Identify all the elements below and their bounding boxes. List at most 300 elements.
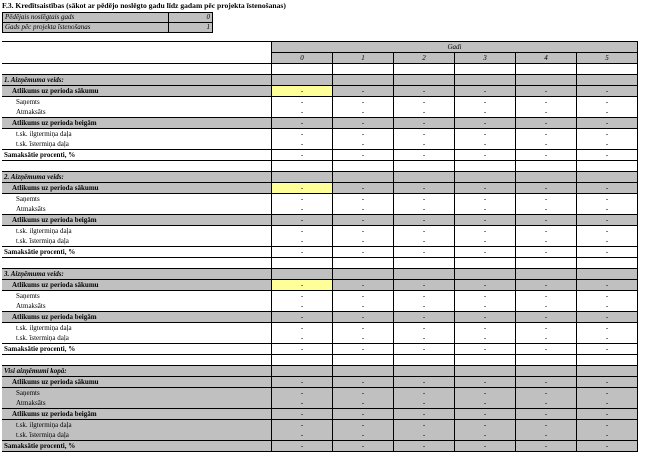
spacer-row [2,258,638,269]
empty-cell [394,269,455,280]
row-label: Saņemts [16,195,40,203]
value-cell-year-4[interactable]: - [516,420,577,431]
empty-cell [516,258,577,269]
value-cell-year-0[interactable]: - [272,420,333,431]
row-received [2,194,638,205]
value-cell-year-5[interactable]: - [577,183,638,194]
value-cell-year-4[interactable]: - [516,291,577,302]
empty-cell [272,366,333,377]
spacer-row [2,355,638,366]
empty-cell [272,269,333,280]
header-row-years [2,53,638,64]
row-repaid [2,398,638,409]
value-cell-year-3[interactable]: - [455,194,516,205]
value-cell-year-0[interactable]: - [272,139,333,150]
value-cell-year-5[interactable]: - [577,226,638,237]
value-cell-year-0[interactable]: - [272,291,333,302]
value-cell-year-1[interactable]: - [333,398,394,409]
value-cell-year-2[interactable]: - [394,204,455,215]
row-interest [2,441,638,452]
row-label: t.sk. ilgtermiņa daļa [16,130,72,138]
empty-cell [2,161,272,172]
row-label: Atmaksāts [2,398,272,409]
value-cell-year-4[interactable]: - [516,194,577,205]
value-cell-year-2[interactable]: - [394,280,455,291]
row-received [2,388,638,399]
row-repaid [2,204,638,215]
row-received [2,291,638,302]
value-cell-year-2[interactable]: - [394,97,455,108]
value-cell-year-1[interactable]: - [333,291,394,302]
value-cell-year-4[interactable]: - [516,312,577,323]
year-header: 5 [577,53,638,64]
value-cell-year-2[interactable]: - [394,226,455,237]
row-label: Atlikums uz perioda beigām [2,409,272,420]
value-cell-year-2[interactable]: - [394,441,455,452]
value-cell-year-4[interactable]: - [516,430,577,441]
value-cell-year-5[interactable]: - [577,215,638,226]
value-cell-year-1[interactable]: - [333,430,394,441]
value-cell-year-1[interactable]: - [333,312,394,323]
value-cell-year-1[interactable]: - [333,97,394,108]
value-cell-year-0[interactable]: - [272,86,333,97]
value-cell-year-5[interactable]: - [577,398,638,409]
value-cell-year-3[interactable]: - [455,183,516,194]
row-label: Atlikums uz perioda beigām [2,118,272,129]
value-cell-year-2[interactable]: - [394,183,455,194]
value-cell-year-0[interactable]: - [272,107,333,118]
value-cell-year-1[interactable]: - [333,247,394,258]
value-cell-year-2[interactable]: - [394,215,455,226]
value-cell-year-4[interactable]: - [516,409,577,420]
value-cell-year-5[interactable]: - [577,312,638,323]
value-cell-year-2[interactable]: - [394,333,455,344]
value-cell-year-1[interactable]: - [333,323,394,334]
empty-cell [333,355,394,366]
row-long-term [2,323,638,334]
year-header: 1 [333,53,394,64]
value-cell-year-3[interactable]: - [455,86,516,97]
row-label: t.sk. īstermiņa daļa [2,333,272,344]
value-cell-year-5[interactable]: - [577,129,638,140]
row-label: Atlikums uz perioda beigām [2,312,272,323]
value-cell-year-4[interactable]: - [516,150,577,161]
row-label: 1. Aizņēmuma veids: [2,75,272,86]
row-label: Samaksātie procenti, % [2,441,272,452]
row-repaid [2,301,638,312]
value-cell-year-2[interactable]: - [394,430,455,441]
empty-cell [333,161,394,172]
header-row-gadi [2,42,638,53]
value-cell-year-1[interactable]: - [333,194,394,205]
empty-cell [394,172,455,183]
empty-cell [333,366,394,377]
empty-cell [2,355,272,366]
empty-cell [577,269,638,280]
empty-cell [455,172,516,183]
empty-cell [272,258,333,269]
value-cell-year-5[interactable]: - [577,236,638,247]
empty-cell [272,355,333,366]
value-cell-year-4[interactable]: - [516,344,577,355]
row-label: Visi aizņēmumi kopā: [2,366,272,377]
empty-cell [577,355,638,366]
empty-cell [333,172,394,183]
empty-cell [333,75,394,86]
row-start-balance [2,280,638,291]
info-value[interactable]: 0 [169,13,213,23]
value-cell-year-2[interactable]: - [394,194,455,205]
empty-cell [577,64,638,75]
value-cell-year-3[interactable]: - [455,333,516,344]
empty-cell [455,161,516,172]
value-cell-year-0[interactable]: - [272,377,333,388]
value-cell-year-0[interactable]: - [272,236,333,247]
row-label: Atmaksāts [2,301,272,312]
row-repaid [2,107,638,118]
value-cell-year-0[interactable]: - [272,194,333,205]
row-label: Saņemts [16,98,40,106]
empty-cell [2,42,272,53]
empty-cell [455,269,516,280]
section-header [2,172,638,183]
value-cell-year-4[interactable]: - [516,333,577,344]
value-cell-year-4[interactable]: - [516,97,577,108]
row-short-term [2,139,638,150]
value-cell-year-5[interactable]: - [577,323,638,334]
value-cell-year-2[interactable]: - [394,344,455,355]
value-cell-year-3[interactable]: - [455,215,516,226]
value-cell-year-1[interactable]: - [333,301,394,312]
value-cell-year-2[interactable]: - [394,118,455,129]
value-cell-year-5[interactable]: - [577,247,638,258]
value-cell-year-0[interactable]: - [272,388,333,399]
value-cell-year-5[interactable]: - [577,194,638,205]
credit-table-body [2,42,638,452]
value-cell-year-3[interactable]: - [455,129,516,140]
value-cell-year-1[interactable]: - [333,280,394,291]
value-cell-year-3[interactable]: - [455,398,516,409]
value-cell-year-3[interactable]: - [455,118,516,129]
value-cell-year-0[interactable]: - [272,280,333,291]
value-cell-year-2[interactable]: - [394,398,455,409]
empty-cell [455,258,516,269]
value-cell-year-2[interactable]: - [394,377,455,388]
value-cell-year-4[interactable]: - [516,118,577,129]
empty-cell [577,258,638,269]
value-cell-year-0[interactable]: - [272,344,333,355]
info-table [2,12,213,33]
value-cell-year-3[interactable]: - [455,97,516,108]
value-cell-year-0[interactable]: - [272,150,333,161]
gadi-header: Gadi [272,42,638,53]
empty-cell [516,64,577,75]
value-cell-year-2[interactable]: - [394,150,455,161]
value-cell-year-3[interactable]: - [455,441,516,452]
value-cell-year-5[interactable]: - [577,420,638,431]
value-cell-year-3[interactable]: - [455,236,516,247]
year-header: 3 [455,53,516,64]
empty-cell [577,75,638,86]
value-cell-year-2[interactable]: - [394,291,455,302]
value-cell-year-0[interactable]: - [272,409,333,420]
row-label: t.sk. īstermiņa daļa [2,139,272,150]
value-cell-year-5[interactable]: - [577,86,638,97]
section-header [2,269,638,280]
value-cell-year-1[interactable]: - [333,204,394,215]
value-cell-year-0[interactable]: - [272,323,333,334]
empty-cell [455,64,516,75]
value-cell-year-1[interactable]: - [333,236,394,247]
value-cell-year-0[interactable]: - [272,398,333,409]
row-label: Saņemts [16,292,40,300]
value-cell-year-1[interactable]: - [333,420,394,431]
info-row-last-year [3,13,213,23]
value-cell-year-1[interactable]: - [333,139,394,150]
row-label: t.sk. ilgtermiņa daļa [16,324,72,332]
empty-cell [455,366,516,377]
row-label: t.sk. ilgtermiņa daļa [2,420,272,431]
value-cell-year-1[interactable]: - [333,129,394,140]
value-cell-year-3[interactable]: - [455,280,516,291]
value-cell-year-3[interactable]: - [455,388,516,399]
value-cell-year-4[interactable]: - [516,129,577,140]
empty-cell [394,75,455,86]
row-interest [2,344,638,355]
year-header: 4 [516,53,577,64]
value-cell-year-1[interactable]: - [333,226,394,237]
value-cell-year-4[interactable]: - [516,86,577,97]
row-end-balance [2,409,638,420]
value-cell-year-4[interactable]: - [516,377,577,388]
value-cell-year-1[interactable]: - [333,377,394,388]
value-cell-year-1[interactable]: - [333,86,394,97]
value-cell-year-2[interactable]: - [394,312,455,323]
value-cell-year-4[interactable]: - [516,441,577,452]
row-label: Samaksātie procenti, % [2,247,272,258]
value-cell-year-4[interactable]: - [516,204,577,215]
value-cell-year-3[interactable]: - [455,204,516,215]
row-label: Atmaksāts [2,107,272,118]
empty-cell [516,172,577,183]
value-cell-year-2[interactable]: - [394,420,455,431]
row-label: Atmaksāts [2,204,272,215]
value-cell-year-5[interactable]: - [577,97,638,108]
value-cell-year-1[interactable]: - [333,107,394,118]
row-label: t.sk. īstermiņa daļa [2,430,272,441]
value-cell-year-0[interactable]: - [272,118,333,129]
value-cell-year-3[interactable]: - [455,291,516,302]
spacer-row [2,64,638,75]
row-label: Atlikums uz perioda sākumu [2,183,272,194]
value-cell-year-4[interactable]: - [516,247,577,258]
value-cell-year-5[interactable]: - [577,409,638,420]
row-received [2,97,638,108]
value-cell-year-2[interactable]: - [394,323,455,334]
row-label: Atlikums uz perioda beigām [2,215,272,226]
value-cell-year-0[interactable]: - [272,312,333,323]
value-cell-year-4[interactable]: - [516,236,577,247]
value-cell-year-1[interactable]: - [333,118,394,129]
row-end-balance [2,118,638,129]
row-label: Samaksātie procenti, % [2,150,272,161]
row-long-term [2,129,638,140]
row-label: Atlikums uz perioda sākumu [2,377,272,388]
empty-cell [2,53,272,64]
value-cell-year-5[interactable]: - [577,344,638,355]
empty-cell [333,269,394,280]
value-cell-year-5[interactable]: - [577,150,638,161]
value-cell-year-5[interactable]: - [577,280,638,291]
empty-cell [394,366,455,377]
row-end-balance [2,215,638,226]
empty-cell [516,355,577,366]
value-cell-year-2[interactable]: - [394,236,455,247]
value-cell-year-3[interactable]: - [455,312,516,323]
value-cell-year-1[interactable]: - [333,344,394,355]
value-cell-year-5[interactable]: - [577,388,638,399]
year-header: 2 [394,53,455,64]
value-cell-year-2[interactable]: - [394,247,455,258]
value-cell-year-2[interactable]: - [394,409,455,420]
value-cell-year-3[interactable]: - [455,107,516,118]
value-cell-year-5[interactable]: - [577,204,638,215]
empty-cell [394,161,455,172]
value-cell-year-0[interactable]: - [272,97,333,108]
value-cell-year-4[interactable]: - [516,398,577,409]
info-value[interactable]: 1 [169,23,213,33]
value-cell-year-1[interactable]: - [333,150,394,161]
value-cell-year-0[interactable]: - [272,301,333,312]
value-cell-year-5[interactable]: - [577,377,638,388]
value-cell-year-5[interactable]: - [577,291,638,302]
row-start-balance [2,377,638,388]
value-cell-year-3[interactable]: - [455,150,516,161]
info-label: Pēdējais noslēgtais gads [3,13,169,23]
row-label: 2. Aizņēmuma veids: [2,172,272,183]
value-cell-year-4[interactable]: - [516,107,577,118]
empty-cell [455,355,516,366]
value-cell-year-0[interactable]: - [272,204,333,215]
row-start-balance [2,86,638,97]
section-header [2,366,638,377]
row-long-term [2,420,638,431]
value-cell-year-3[interactable]: - [455,226,516,237]
value-cell-year-3[interactable]: - [455,323,516,334]
empty-cell [394,355,455,366]
value-cell-year-4[interactable]: - [516,388,577,399]
value-cell-year-5[interactable]: - [577,441,638,452]
value-cell-year-5[interactable]: - [577,301,638,312]
value-cell-year-0[interactable]: - [272,215,333,226]
value-cell-year-2[interactable]: - [394,301,455,312]
empty-cell [272,64,333,75]
value-cell-year-0[interactable]: - [272,430,333,441]
empty-cell [333,258,394,269]
empty-cell [516,269,577,280]
value-cell-year-3[interactable]: - [455,301,516,312]
row-short-term [2,236,638,247]
row-label: 3. Aizņēmuma veids: [2,269,272,280]
value-cell-year-0[interactable]: - [272,183,333,194]
value-cell-year-0[interactable]: - [272,226,333,237]
row-end-balance [2,312,638,323]
row-short-term [2,430,638,441]
row-interest [2,247,638,258]
value-cell-year-4[interactable]: - [516,183,577,194]
value-cell-year-3[interactable]: - [455,430,516,441]
empty-cell [577,161,638,172]
value-cell-year-2[interactable]: - [394,107,455,118]
row-label: Atlikums uz perioda sākumu [2,280,272,291]
page-title: F.3. Kredītsaistības (sākot ar pēdējo noslēgto gadu līdz gadam pēc projekta īstenošanas) [2,1,286,10]
value-cell-year-1[interactable]: - [333,441,394,452]
value-cell-year-3[interactable]: - [455,377,516,388]
value-cell-year-2[interactable]: - [394,388,455,399]
value-cell-year-3[interactable]: - [455,344,516,355]
row-short-term [2,333,638,344]
section-header [2,75,638,86]
value-cell-year-0[interactable]: - [272,129,333,140]
value-cell-year-5[interactable]: - [577,139,638,150]
empty-cell [333,64,394,75]
value-cell-year-2[interactable]: - [394,139,455,150]
value-cell-year-0[interactable]: - [272,247,333,258]
empty-cell [272,172,333,183]
value-cell-year-3[interactable]: - [455,247,516,258]
value-cell-year-3[interactable]: - [455,139,516,150]
value-cell-year-5[interactable]: - [577,333,638,344]
value-cell-year-1[interactable]: - [333,333,394,344]
empty-cell [272,161,333,172]
empty-cell [516,366,577,377]
info-row-after-year [3,23,213,33]
year-header: 0 [272,53,333,64]
value-cell-year-1[interactable]: - [333,183,394,194]
value-cell-year-5[interactable]: - [577,107,638,118]
value-cell-year-4[interactable]: - [516,280,577,291]
credit-table [2,41,638,452]
info-label: Gads pēc projekta īstenošanas [3,23,169,33]
value-cell-year-1[interactable]: - [333,409,394,420]
empty-cell [516,75,577,86]
value-cell-year-5[interactable]: - [577,430,638,441]
value-cell-year-4[interactable]: - [516,301,577,312]
value-cell-year-3[interactable]: - [455,409,516,420]
value-cell-year-0[interactable]: - [272,441,333,452]
value-cell-year-3[interactable]: - [455,420,516,431]
row-label: t.sk. īstermiņa daļa [2,236,272,247]
value-cell-year-1[interactable]: - [333,388,394,399]
row-label: t.sk. ilgtermiņa daļa [16,227,72,235]
value-cell-year-4[interactable]: - [516,226,577,237]
row-label: Samaksātie procenti, % [2,344,272,355]
row-label: Atlikums uz perioda sākumu [2,86,272,97]
empty-cell [455,75,516,86]
empty-cell [272,75,333,86]
row-label: Saņemts [2,388,272,399]
value-cell-year-4[interactable]: - [516,215,577,226]
value-cell-year-4[interactable]: - [516,139,577,150]
value-cell-year-2[interactable]: - [394,129,455,140]
value-cell-year-2[interactable]: - [394,86,455,97]
value-cell-year-0[interactable]: - [272,333,333,344]
value-cell-year-1[interactable]: - [333,215,394,226]
empty-cell [577,366,638,377]
empty-cell [394,64,455,75]
value-cell-year-5[interactable]: - [577,118,638,129]
value-cell-year-4[interactable]: - [516,323,577,334]
